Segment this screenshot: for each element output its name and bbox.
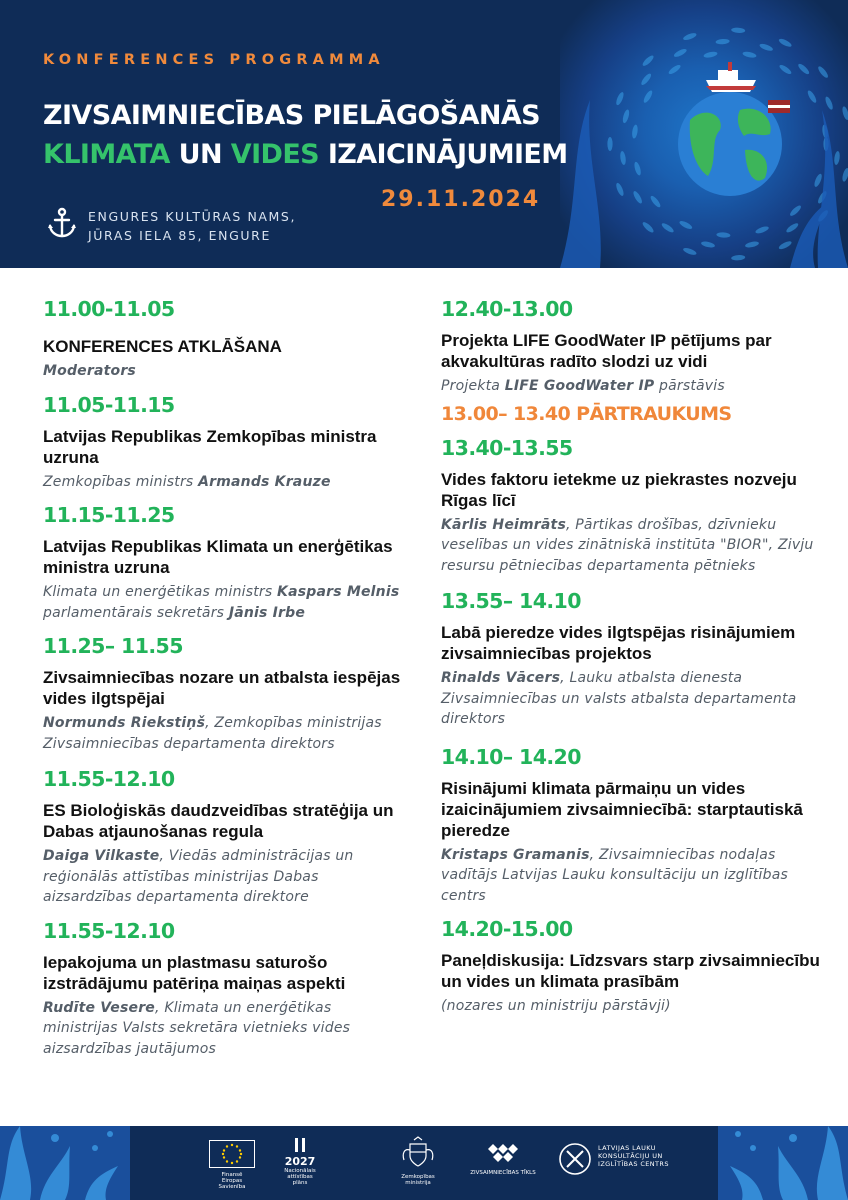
eu-logo [208,1140,256,1190]
fish-shape [824,96,834,111]
agenda-item [43,392,403,493]
fish-shape [778,37,793,48]
llkc-line-3: IZGLĪTĪBAS CENTRS [598,1160,669,1168]
session-speaker [43,361,403,382]
fish-shape [641,54,655,67]
time-slot: 11.15-11.25 [43,503,175,527]
title-line-2 [43,139,568,170]
time-slot: 11.25– 11.55 [43,634,183,658]
fish-shape [673,47,688,58]
venue-line-1: ENGURES KULTŪRAS NAMS, [88,209,297,224]
agenda-item [441,916,821,1017]
fish-shape [778,240,793,251]
fish-shape [615,91,625,106]
fish-shape [789,204,803,217]
footer-coral-left-decoration [0,1126,130,1200]
speaker-role: parlamentārais sekretārs [43,604,229,621]
fisheries-network-logo [468,1140,538,1176]
session-speaker [441,376,821,397]
session-speaker [43,582,403,623]
session-title: Zivsaimniecības nozare un atbalsta iespējas vides ilgtspējai [43,668,401,708]
agenda-right-column [441,296,821,1017]
session-speaker [43,846,403,908]
network-diamond-icon [486,1140,520,1166]
speaker-name: Moderators [43,363,136,379]
agenda-item [441,401,821,427]
session-speaker [441,996,821,1017]
time-slot: 12.40-13.00 [441,297,573,321]
title-word-un: UN [169,139,231,170]
fish-shape [660,222,674,234]
speaker-name: LIFE GoodWater IP [504,378,655,394]
agenda-item [43,918,403,1060]
nap-year: 2027 [284,1155,316,1168]
fish-shape [615,182,625,197]
fish-shape [633,161,642,176]
fish-shape [641,221,655,234]
anchor-icon [47,207,77,239]
time-slot: 13.40-13.55 [441,435,573,460]
time-slot: 11.55-12.10 [43,767,175,791]
title-word-izaicinajumiem: IZAICINĀJUMIEM [319,139,568,170]
fish-shape [817,65,830,79]
fish-shape [703,51,718,59]
speaker-name: Normunds Riekstiņš [43,715,206,731]
ministry-name: Zemkopības ministrija [401,1174,435,1186]
time-slot: 11.55-12.10 [43,918,175,943]
footer-coral-right-decoration [718,1126,848,1200]
fish-shape [755,225,770,235]
session-speaker [441,668,821,730]
agenda-item [441,435,821,577]
session-title: Labā pieredze vides ilgtspējas risinājumiem zivsaimniecības projektos [441,623,796,663]
time-slot: 11.05-11.15 [43,392,175,417]
fish-shape [631,124,638,139]
eu-line-2: Eiropas Savienība [218,1178,246,1190]
fish-shape [841,106,848,121]
fish-shape [806,89,818,104]
speaker-role: , Klimata un enerģētikas ministrijas Valsts sekretāra vietnieks vides aizsardzības jautājumos [43,999,351,1057]
title-word-klimata: KLIMATA [43,139,170,170]
speaker-role: Zemkopības ministrs [43,473,199,490]
fish-shape [632,190,644,205]
fish-shape [682,32,697,42]
llkc-line-1: LATVIJAS LAUKU [598,1144,656,1152]
fish-shape [785,222,799,234]
ministry-logo [388,1136,448,1186]
agenda-left-column [43,296,403,1059]
session-speaker [441,515,821,577]
time-slot: 14.10– 14.20 [441,744,581,769]
speaker-role: , Zivsaimniecības nodaļas vadītājs Latvijas Lauku konsultāciju un izglītības centrs [441,846,788,904]
speaker-name: Armands Krauze [198,473,331,490]
agenda-item [441,588,821,730]
speaker-name: Kristaps Gramanis [441,846,590,863]
fish-shape [649,195,662,209]
fish-shape [813,173,823,188]
llkc-emblem-icon [558,1142,592,1176]
fish-shape [642,89,654,104]
speaker-role: , Zemkopības ministrijas Zivsaimniecības departamenta direktors [43,715,382,752]
session-title: Risinājumi klimata pārmaiņu un vides izaicinājumiem zivsaimniecībā: starptautiskā pieredze [441,778,803,840]
fish-shape [731,27,745,33]
session-title: KONFERENCES ATKLĀŠANA [43,337,282,356]
llkc-logo [558,1140,688,1180]
fish-shape [667,63,681,75]
llkc-line-2: KONSULTĀCIJU UN [598,1152,663,1160]
eu-flag-icon [209,1140,255,1168]
fish-shape [833,151,840,166]
time-slot: 11.00-11.05 [43,297,175,321]
title-line-1: ZIVSAIMNIECĪBAS PIELĀGOŠANĀS [43,100,541,131]
fish-shape [731,255,745,261]
session-title: Latvijas Republikas Zemkopības ministra uzruna [43,426,377,467]
network-name: ZIVSAIMNIECĪBAS TĪKLS [470,1170,536,1176]
session-title: Paneļdiskusija: Līdzsvars starp zivsaimniecību un vides un klimata prasībām [441,951,820,991]
speaker-name: Jānis Irbe [228,604,306,621]
agenda-item [43,296,403,382]
fish-shape [745,241,760,249]
speaker-role: (nozares un ministriju pārstāvji) [441,998,671,1014]
fish-shape [701,241,716,249]
speaker-name: Daiga Vilkaste [43,848,160,864]
header-banner [0,0,848,268]
session-title: Iepakojuma un plastmasu saturošo izstrādājumu patēriņa maiņas aspekti [43,952,346,993]
fish-shape [640,72,653,86]
venue-line-2: JŪRAS IELA 85, ENGURE [88,228,271,243]
nap-bars-icon [290,1136,310,1152]
fish-globe-illustration [560,0,848,268]
fish-shape [715,39,729,45]
speaker-name: Kaspars Melnis [277,584,400,600]
speaker-role: Projekta [441,378,505,394]
event-date: 29.11.2024 [381,187,541,212]
time-slot: 14.20-15.00 [441,917,573,941]
speaker-name: Rinalds Vācers [441,670,561,686]
fish-shape [607,137,612,151]
fish-shape [622,109,631,124]
speaker-role: pārstāvis [654,378,725,394]
eu-line-1: Finansē [221,1172,243,1178]
speaker-role: , Viedās administrācijas un reģionālās attīstības ministrijas Dabas aizsardzības departamenta direktore [43,848,354,905]
session-speaker [43,472,403,493]
title-word-vides: VIDES [230,139,320,170]
footer-logos [0,1126,848,1200]
agenda-item [43,633,403,754]
agenda-item [441,744,821,907]
session-speaker [43,998,403,1060]
session-title: Projekta LIFE GoodWater IP pētījums par akvakultūras radīto slodzi uz vidi [441,331,772,371]
fish-shape [678,220,693,231]
speaker-role: , Lauku atbalsta dienesta Zivsaimniecības un valsts atbalsta departamenta direktors [441,670,797,727]
session-title: Vides faktoru ietekme uz piekrastes nozveju Rīgas līcī [441,469,797,510]
agenda-item [43,502,403,623]
speaker-role: , Pārtikas drošības, dzīvnieku veselības un vides zinātniskā institūta "BIOR", Zivju resursu pētniecības departamenta pētnieks [441,516,814,574]
agenda-item [43,766,403,908]
nap-text: Nacionālais attīstības plāns [284,1168,316,1186]
program-kicker: KONFERENCES PROGRAMMA [43,52,385,68]
fish-shape [742,51,757,59]
fish-shape [716,232,730,238]
session-title: ES Bioloģiskās daudzveidības stratēģija un Dabas atjaunošanas regula [43,801,394,841]
fish-shape [619,151,626,166]
nap-2027-logo [280,1136,320,1186]
fish-shape [841,167,848,182]
session-speaker [43,713,403,754]
coat-of-arms-icon [398,1136,438,1170]
session-title: Latvijas Republikas Klimata un enerģētikas ministra uzruna [43,537,393,577]
agenda-item [441,296,821,397]
speaker-name: Kārlis Heimrāts [441,516,566,533]
session-speaker [441,845,821,907]
break-time-slot: 13.00– 13.40 PĀRTRAUKUMS [441,402,732,425]
fish-shape [778,63,792,75]
fish-shape [682,247,697,257]
time-slot: 13.55– 14.10 [441,589,581,613]
speaker-name: Rudīte Vesere [43,999,156,1016]
fish-shape [759,42,774,52]
fish-shape [797,62,811,75]
venue-address [88,207,296,245]
speaker-role: Klimata un enerģētikas ministrs [43,584,278,600]
